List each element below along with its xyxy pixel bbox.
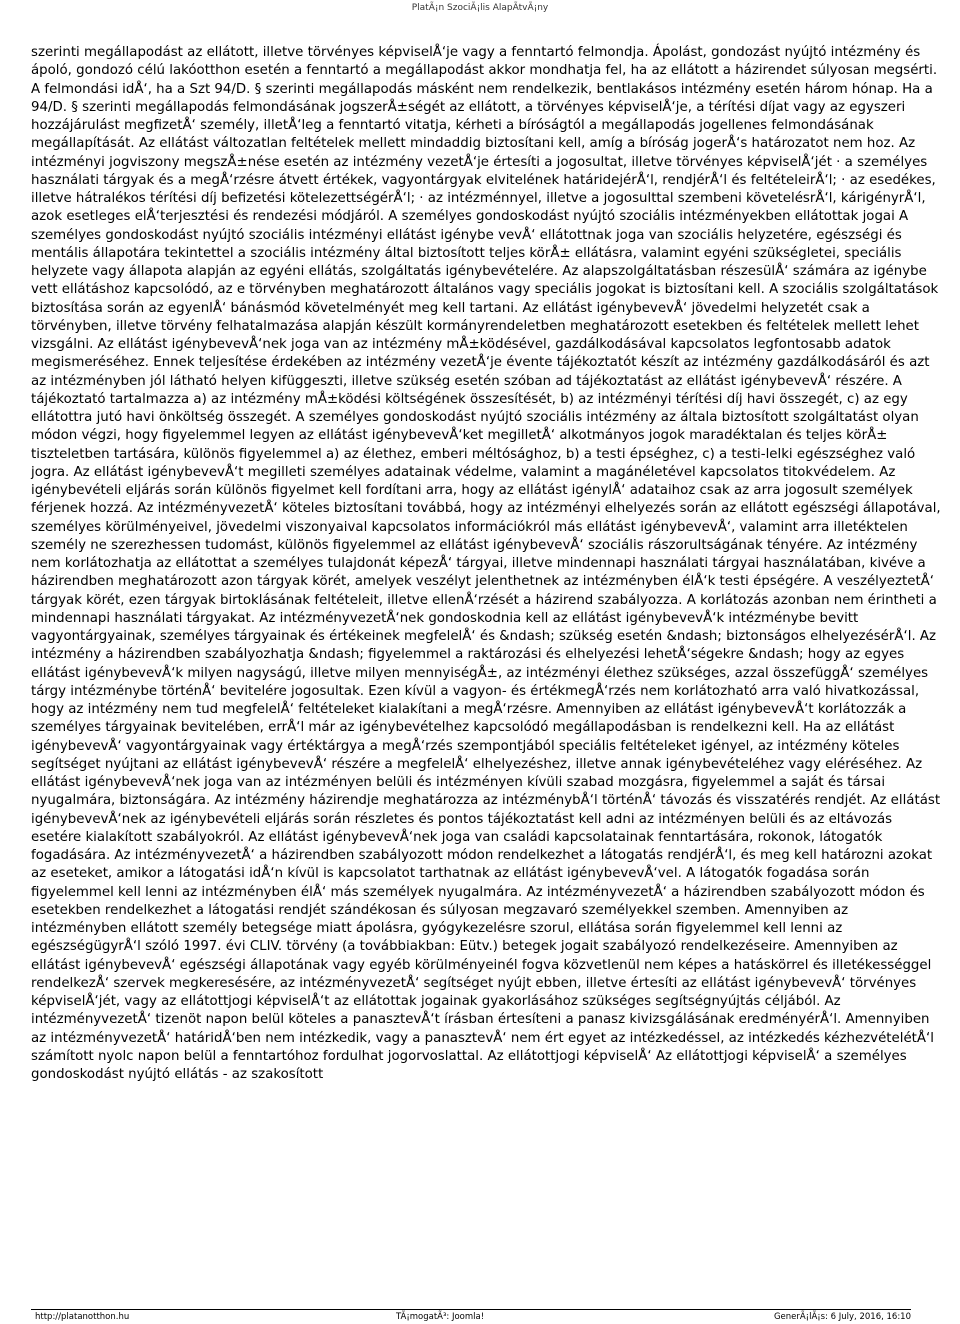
footer-powered-by: TÃ¡mogatÃ³: Joomla! [396, 1312, 485, 1322]
site-title: PlatÃ¡n SzociÃ¡lis AlapÃtvÃ¡ny [411, 3, 549, 13]
footer-url-link[interactable]: http://platanotthon.hu [35, 1312, 130, 1322]
footer-generated-date: GenerÃ¡lÃ¡s: 6 July, 2016, 16:10 [773, 1312, 911, 1322]
body-text: szerinti megállapodást az ellátott, illetve törvényes képviselÅ‘je vagy a fenntartó felmondja. Ápolást, gondozást nyújtó intézmény és ápoló, gondozó célú lakóotthon esetén a fenntartó a megállapodást akkor mondhatja fel, ha az ellátott a házirendet súlyosan megsérti. A felmondási idÅ‘, ha a Szt 94/D. § szerinti megállapodás másként nem rendelkezik, bentlakásos intézmény esetén három hónap. Ha a 94/D. § szerinti megállapodás felmondásának jogszerÅ±ségét az ellátott, a törvényes képviselÅ‘je, a térítési díjat vagy az egyszeri hozzájárulást megfizetÅ‘ személy, illetÅ‘leg a fenntartó vitatja, kérheti a bíróságtól a megállapodás jogellenes felmondásának megállapítását. Az ellátást változatlan feltételek mellett mindaddig biztosítani kell, amíg a bíróság jogerÅ‘s határozatot nem hoz. Az intézményi jogviszony megszÅ±nése esetén az intézmény vezetÅ‘je értesíti a jogosultat, illetve törvényes képviselÅ‘jét · a személyes használati tárgyak és a megÅ‘rzésre átvett értékek, vagyontárgyak elvitelének határidejérÅ‘l, rendjérÅ‘l és feltételeirÅ‘l; · az esedékes, illetve hátralékos térítési díj befizetési kötelezettségérÅ‘l; · az intézménnyel, illetve a jogosulttal szembeni követelésrÅ‘l, kárigényrÅ‘l, azok esetleges elÅ‘terjesztési és rendezési módjáról. A személyes gondoskodást nyújtó szociális intézményekben ellátottak jogai A személyes gondoskodást nyújtó szociális intézményi ellátást igénybe vevÅ‘ ellátottnak joga van szociális helyzetére, egészségi és mentális állapotára tekintettel a szociális intézmény által biztosított teljes körÅ± ellátásra, valamint egyéni szükségletei, speciális helyzete vagy állapota alapján az egyéni ellátás, szolgáltatás igénybevételére. Az alapszolgáltatásban részesülÅ‘ számára az igénybe vett ellátáshoz kapcsolódó, az e törvényben meghatározott általános vagy speciális jogokat is biztosítani kell. A szociális szolgáltatások biztosítása során az egyenlÅ‘ bánásmód követelményét meg kell tartani. Az ellátást igénybevevÅ‘ jövedelmi helyzetét csak a törvényben, illetve törvény felhatalmazása alapján készült kormányrendeletben meghatározott esetekben és feltételek mellett lehet vizsgálni. Az ellátást igénybevevÅ‘nek joga van az intézmény mÅ±ködésével, gazdálkodásával kapcsolatos legfontosabb adatok megismeréséhez. Ennek teljesítése érdekében az intézmény vezetÅ‘je évente tájékoztatót készít az intézmény gazdálkodásáról és azt az intézményben jól látható helyen kifüggeszti, illetve szükség esetén szóban ad tájékoztatást az ellátást igénybevevÅ‘ részére. A tájékoztató tartalmazza a) az intézmény mÅ±ködési költségének összesítését, b) az intézményi térítési díj havi összegét, c) az egy ellátottra jutó havi önköltség összegét. A személyes gondoskodást nyújtó szociális intézmény az általa biztosított szolgáltatást olyan módon végzi, hogy figyelemmel legyen az ellátást igénybevevÅ‘ket megilletÅ‘ alkotmányos jogok maradéktalan és teljes körÅ± tiszteletben tartására, különös figyelemmel a) az élethez, emberi méltósághoz, b) a testi épséghez, c) a testi-lelki egészséghez való jogra. Az ellátást igénybevevÅ‘t megilleti személyes adatainak védelme, valamint a magánéletével kapcsolatos titokvédelem. Az igénybevételi eljárás során különös figyelmet kell fordítani arra, hogy az ellátást igénylÅ‘ adataihoz csak az arra jogosult személyek férjenek hozzá. Az intézményvezetÅ‘ köteles biztosítani továbbá, hogy az intézményi elhelyezés során az ellátott egészségi állapotával, személyes körülményeivel, jövedelmi viszonyaival kapcsolatos információkról más ellátást igénybevevÅ‘, valamint arra illetéktelen személy ne szerezhessen tudomást, különös figyelemmel az ellátást igénybevevÅ‘ szociális rászorultságának tényére. Az intézmény nem korlátozhatja az ellátottat a személyes tulajdonát képezÅ‘ tárgyai, illetve mindennapi használati tárgyai használatában, kivéve a házirendben meghatározott azon tárgyak körét, amelyek veszélyt jelenthetnek az intézményben élÅ‘k testi épségére. A veszélyeztetÅ‘ tárgyak körét, ezen tárgyak birtoklásának feltételeit, illetve ellenÅ‘rzését a házirend szabályozza. A korlátozás azonban nem érintheti a mindennapi használati tárgyakat. Az intézményvezetÅ‘nek gondoskodnia kell az ellátást igénybevevÅ‘k intézménybe bevitt vagyontárgyainak, személyes tárgyainak és értékeinek megfelelÅ‘ és &ndash; szükség esetén &ndash; biztonságos elhelyezésérÅ‘l. Az intézmény a házirendben szabályozhatja &ndash; figyelemmel a raktározási és elhelyezési lehetÅ‘ségekre &ndash; hogy az egyes ellátást igénybevevÅ‘k milyen nagyságú, illetve milyen mennyiségÅ±, az intézményi élethez szükséges, azzal összefüggÅ‘ személyes tárgy intézménybe történÅ‘ bevitelére jogosultak. Ezen kívül a vagyon- és értékmegÅ‘rzés nem korlátozható arra való hivatkozással, hogy az intézmény nem tud megfelelÅ‘ feltételeket kialakítani a megÅ‘rzésre. Amennyiben az ellátást igénybevevÅ‘t korlátozzák a személyes tárgyainak bevitelében, errÅ‘l már az igénybevételhez kapcsolódó megállapodásban is rendelkezni kell. Ha az ellátást igénybevevÅ‘ vagyontárgyainak vagy értéktárgya a megÅ‘rzés szempontjából speciális feltételeket igényel, az intézmény köteles segítséget nyújtani az ellátást igénybevevÅ‘ részére a megfelelÅ‘ elhelyezéshez, illetve annak igénybevételéhez vagy eléréséhez. Az ellátást igénybevevÅ‘nek joga van az intézményen belüli és intézményen kívüli szabad mozgásra, figyelemmel a saját és társai nyugalmára, biztonságára. Az intézmény házirendje meghatározza az intézménybÅ‘l történÅ‘ távozás és visszatérés rendjét. Az ellátást igénybevevÅ‘nek az igénybevételi eljárás során részletes és pontos tájékoztatást kell adni az intézményen belüli és az eltávozás esetére kialakított szabályokról. Az ellátást igénybevevÅ‘nek joga van családi kapcsolatainak fenntartására, rokonok, látogatók fogadására. Az intézményvezetÅ‘ a házirendben szabályozott módon rendelkezhet a látogatás rendjérÅ‘l, és meg kell határozni azokat az eseteket, amikor a látogatási idÅ‘n kívül is kapcsolatot tarthatnak az ellátást igénybevevÅ‘vel. A látogatók fogadása során figyelemmel kell lenni az intézményben élÅ‘ más személyek nyugalmára. Az intézményvezetÅ‘ a házirendben szabályozott módon és esetekben rendelkezhet a látogatási rendjét szándékosan és súlyosan megzavaró személyekkel szemben. Amennyiben az intézményben ellátott személy betegsége miatt ápolásra, gyógykezelésre szorul, ellátása során figyelemmel kell lenni az egészségügyrÅ‘l szóló 1997. évi CLIV. törvény (a továbbiakban: Eütv.) betegek jogait szabályozó rendelkezéseire. Amennyiben az ellátást igénybevevÅ‘ egészségi állapotának vagy egyéb körülményeinél fogva közvetlenül nem képes a hatáskörrel és illetékességgel rendelkezÅ‘ szervek megkeresésére, az intézményvezetÅ‘ segítséget nyújt ebben, illetve értesíti az ellátást igénybevevÅ‘ törvényes képviselÅ‘jét, vagy az ellátottjogi képviselÅ‘t az ellátottak jogainak gyakorlásához szükséges segítségnyújtás céljából. Az intézményvezetÅ‘ tizenöt napon belül köteles a panasztevÅ‘t írásban értesíteni a panasz kivizsgálásának eredményérÅ‘l. Amennyiben az intézményvezetÅ‘ határidÅ‘ben nem intézkedik, vagy a panasztevÅ‘ nem ért egyet az intézkedéssel, az intézkedés kézhezvételétÅ‘l számított nyolc napon belül a fenntartóhoz fordulhat jogorvoslattal. Az ellátottjogi képviselÅ‘ Az ellátottjogi képviselÅ‘ a személyes gondoskodást nyújtó ellátás - az szakosított [31, 45, 941, 1082]
page-header [0, 0, 960, 16]
page-footer [31, 1309, 911, 1324]
document-body [31, 44, 944, 1084]
